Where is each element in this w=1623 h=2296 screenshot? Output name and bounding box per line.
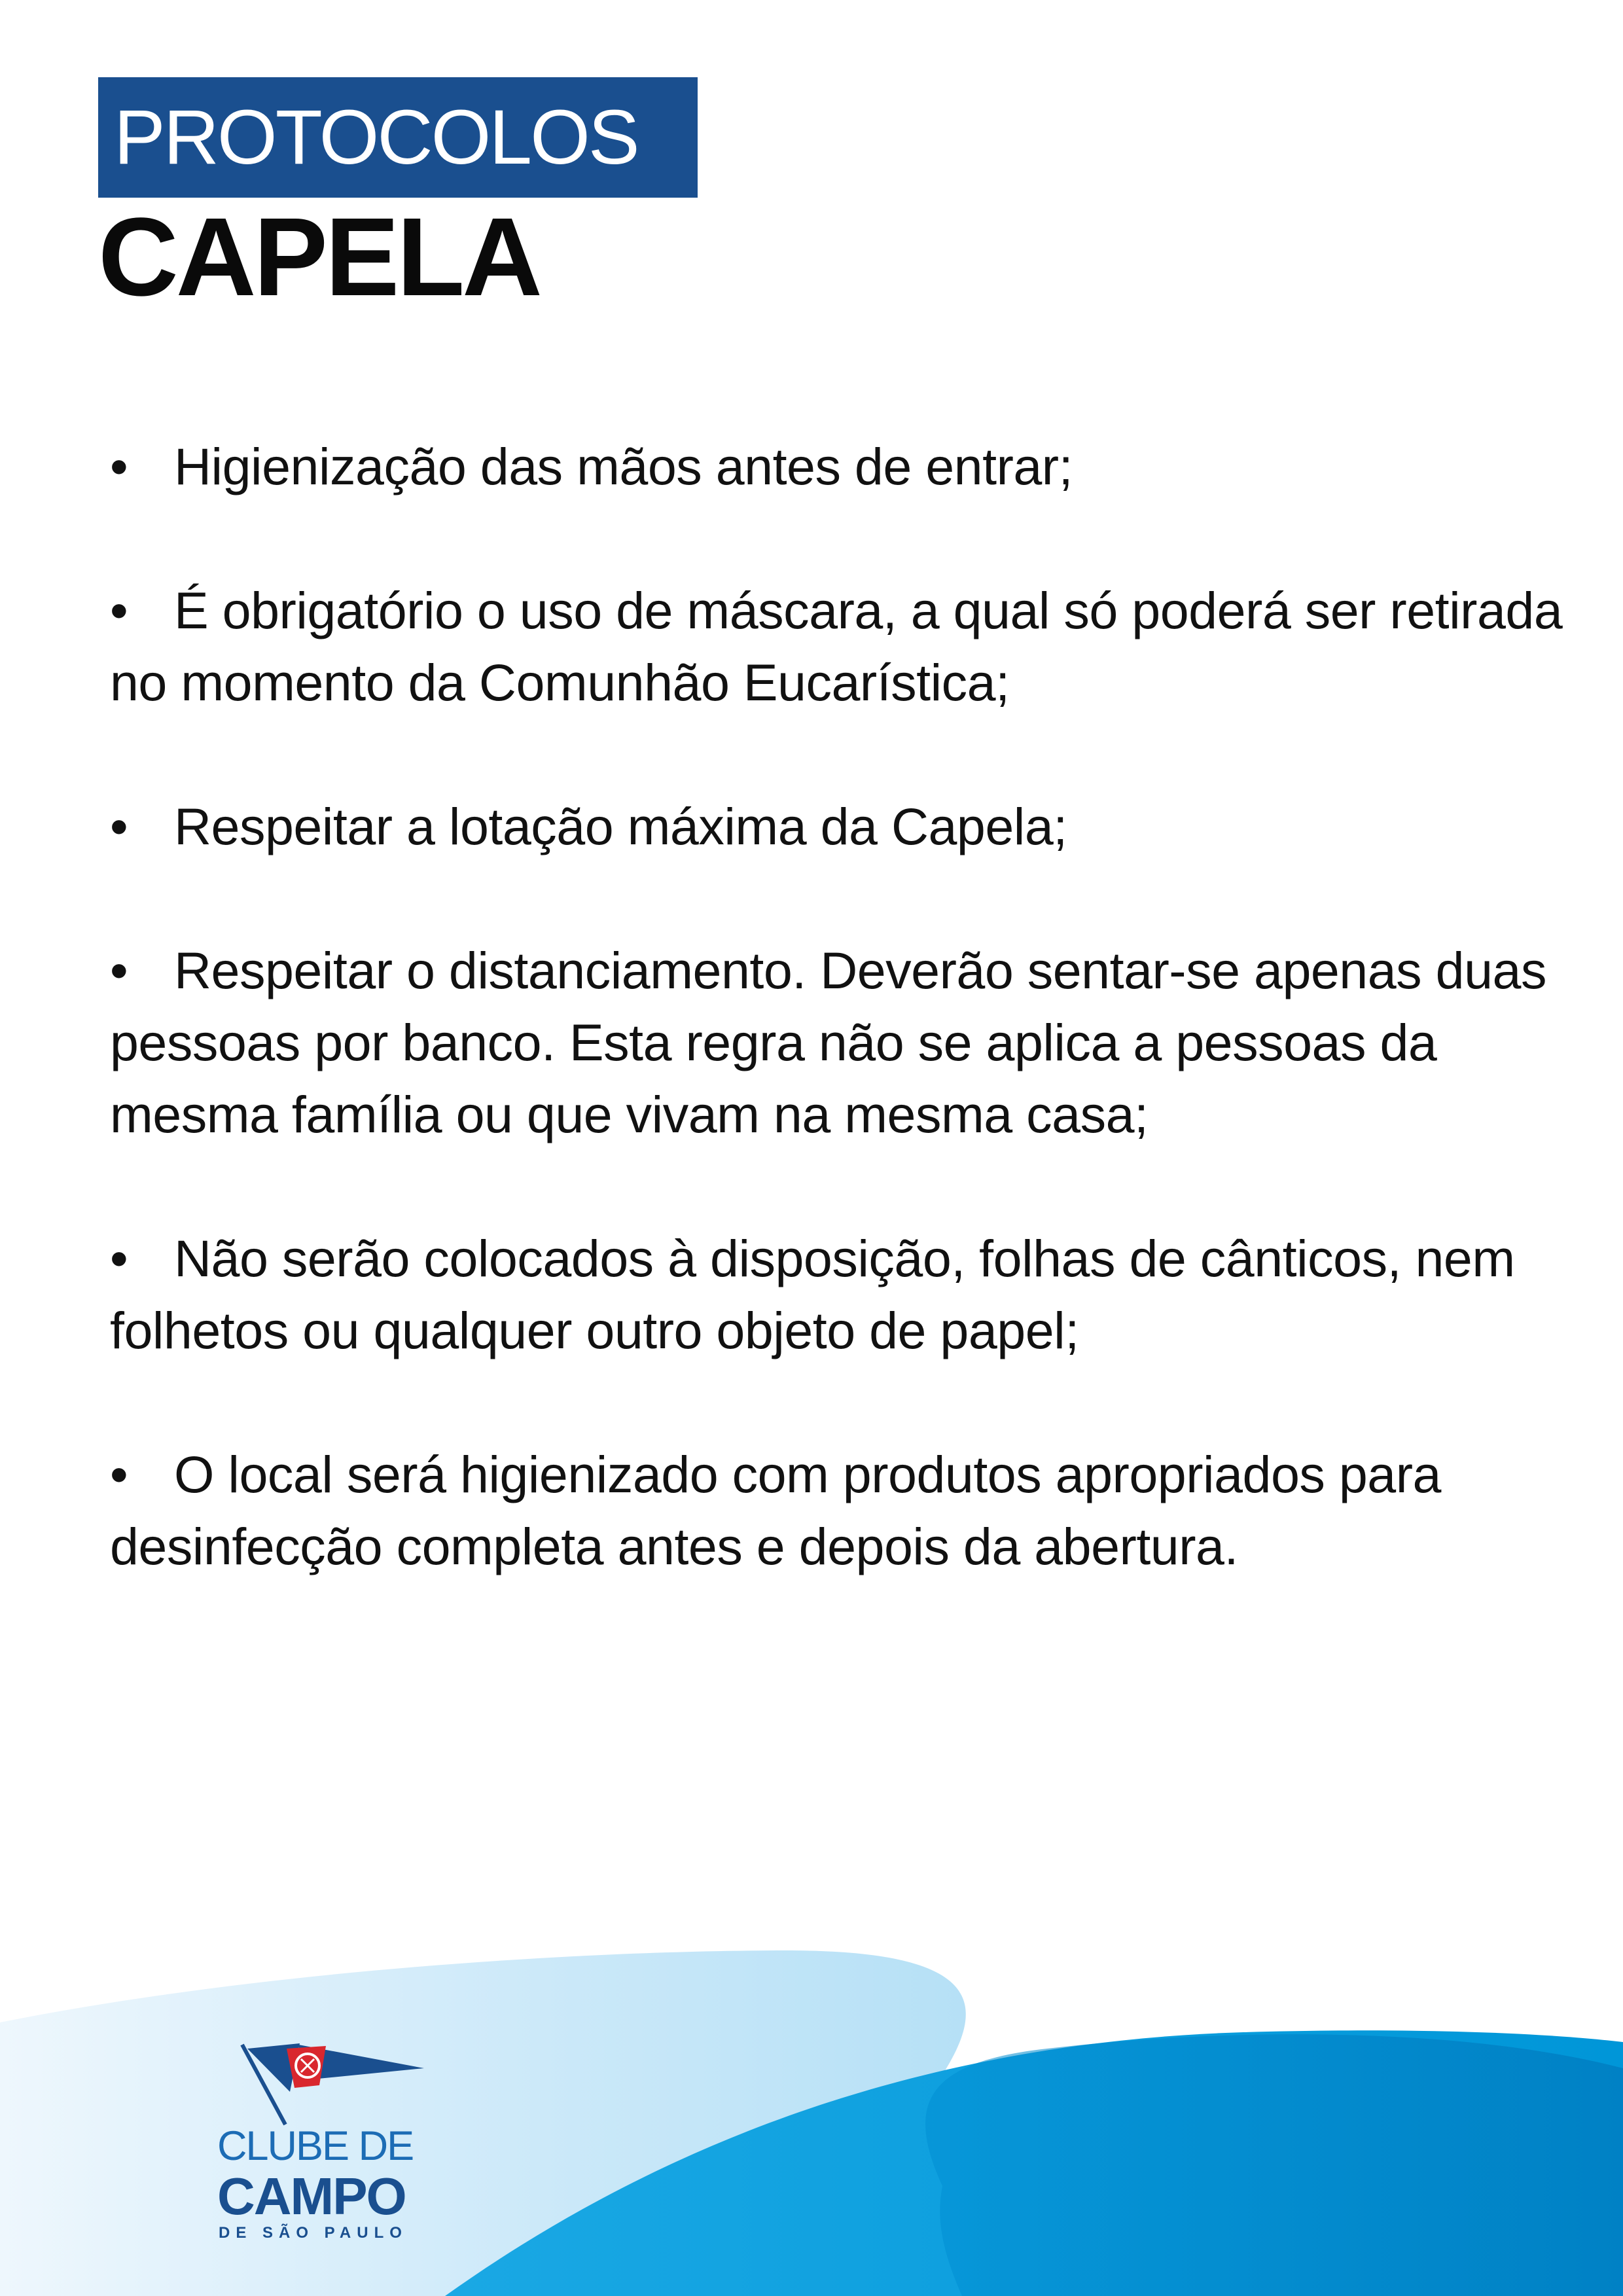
bullet-icon: • [110, 1229, 128, 1287]
rule-text: É obrigatório o uso de máscara, a qual só poderá ser retirada no momento da Comunhão Eucarística; [110, 581, 1563, 711]
rules-list [110, 431, 1609, 1655]
bullet-icon: • [110, 581, 128, 639]
rule-text: Higienização das mãos antes de entrar; [174, 437, 1073, 495]
bullet-icon: • [110, 1445, 128, 1503]
rule-item [110, 1439, 1609, 1583]
pennant-flag-icon [228, 2041, 424, 2126]
rule-text: Não serão colocados à disposição, folhas de cânticos, nem folhetos ou qualquer outro objeto de papel; [110, 1229, 1515, 1359]
header-label-box [98, 77, 698, 198]
rule-text: O local será higienizado com produtos apropriados para desinfecção completa antes e depois da abertura. [110, 1445, 1441, 1575]
logo-line-3: DE SÃO PAULO [219, 2224, 408, 2242]
header-label: PROTOCOLOS [114, 94, 638, 181]
rule-text: Respeitar o distanciamento. Deverão sentar-se apenas duas pessoas por banco. Esta regra não se aplica a pessoas da mesma família ou que vivam na mesma casa; [110, 941, 1546, 1143]
rule-item [110, 575, 1609, 719]
bullet-icon: • [110, 437, 128, 495]
bullet-icon: • [110, 797, 128, 855]
rule-item [110, 1223, 1609, 1367]
rule-item [110, 935, 1609, 1151]
page-title: CAPELA [98, 195, 540, 319]
rule-text: Respeitar a lotação máxima da Capela; [174, 797, 1067, 855]
rule-item [110, 431, 1609, 503]
logo-line-1: CLUBE DE [217, 2123, 414, 2169]
wave-dark-band [925, 2034, 1623, 2296]
rule-item [110, 791, 1609, 863]
club-logo [209, 2041, 432, 2242]
bullet-icon: • [110, 941, 128, 999]
logo-line-2: CAMPO [217, 2167, 406, 2225]
